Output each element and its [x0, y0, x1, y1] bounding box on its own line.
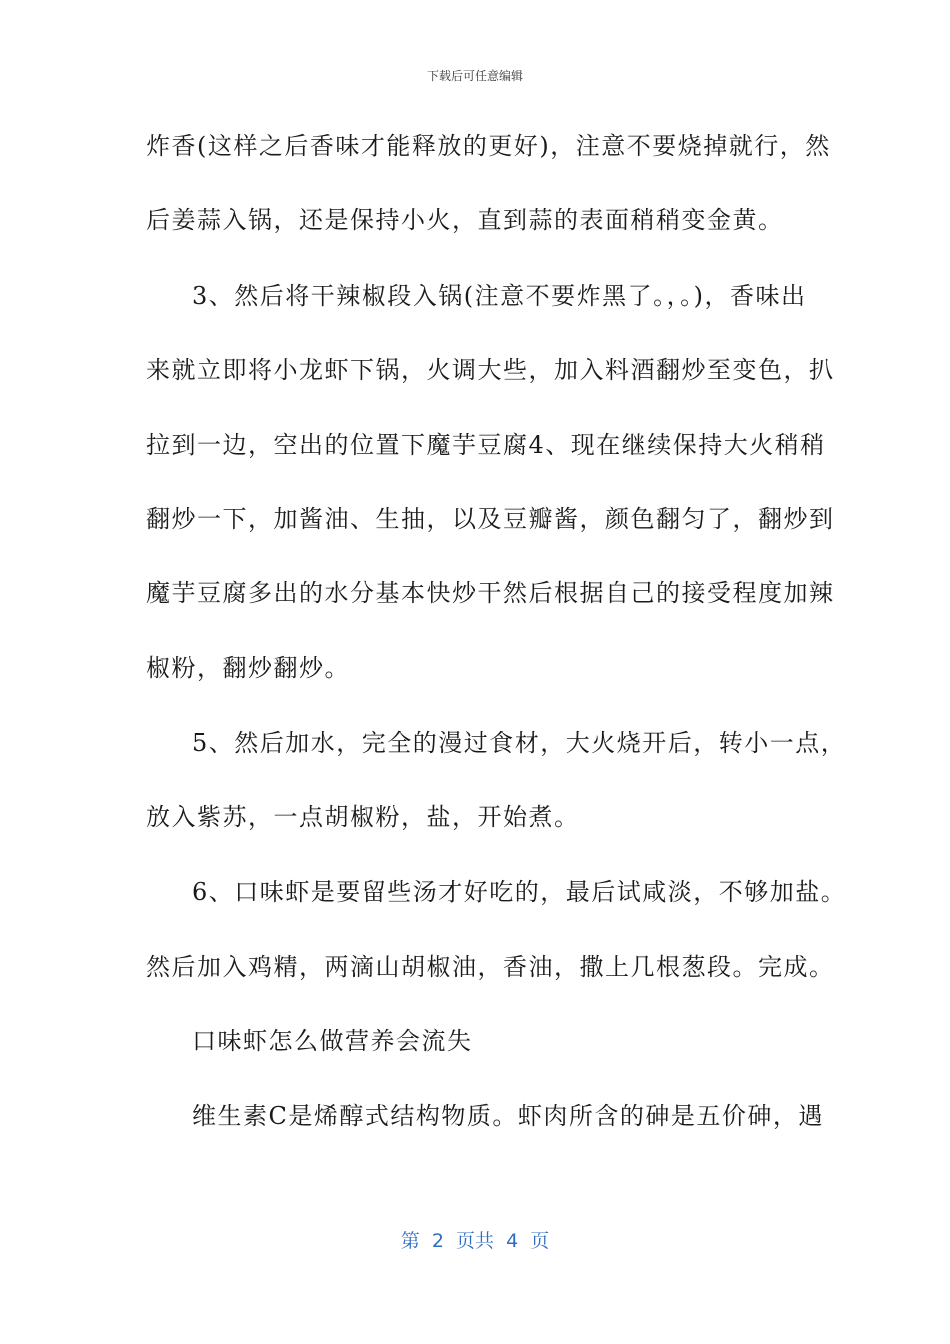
page-number: 第 2 页共 4 页	[400, 1230, 550, 1252]
body-line-8: 椒粉，翻炒翻炒。	[146, 654, 350, 682]
body-line-11: 6、口味虾是要留些汤才好吃的，最后试咸淡，不够加盐。	[192, 878, 847, 906]
body-line-9: 5、然后加水，完全的漫过食材，大火烧开后，转小一点，	[192, 729, 847, 757]
body-line-6: 翻炒一下，加酱油、生抽，以及豆瓣酱，颜色翻匀了，翻炒到	[146, 505, 835, 533]
body-line-1: 炸香(这样之后香味才能释放的更好)，注意不要烧掉就行，然	[146, 132, 831, 160]
body-line-2: 后姜蒜入锅，还是保持小火，直到蒜的表面稍稍变金黄。	[146, 206, 784, 234]
body-line-14: 维生素C是烯醇式结构物质。虾肉所含的砷是五价砷，遇	[192, 1102, 824, 1130]
body-line-12: 然后加入鸡精，两滴山胡椒油，香油，撒上几根葱段。完成。	[146, 953, 835, 981]
body-line-7: 魔芋豆腐多出的水分基本快炒干然后根据自己的接受程度加辣	[146, 579, 835, 607]
body-line-5: 拉到一边，空出的位置下魔芋豆腐4、现在继续保持大火稍稍	[146, 431, 826, 459]
section-heading: 口味虾怎么做营养会流失	[192, 1027, 473, 1055]
body-line-10: 放入紫苏，一点胡椒粉，盐，开始煮。	[146, 803, 580, 831]
body-line-4: 来就立即将小龙虾下锅，火调大些，加入料酒翻炒至变色，扒	[146, 356, 835, 384]
download-note: 下载后可任意编辑	[426, 69, 523, 83]
body-line-3: 3、然后将干辣椒段入锅(注意不要炸黑了。，。)，香味出	[192, 282, 807, 310]
